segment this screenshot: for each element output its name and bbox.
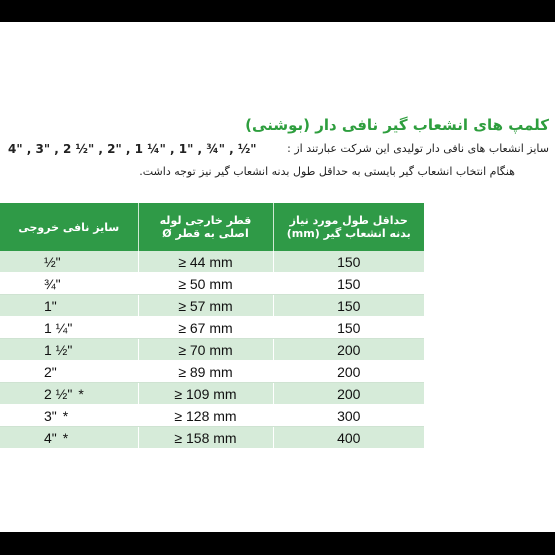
cell-min-length: 200 [273, 383, 424, 405]
size-table [0, 203, 424, 449]
table-header-row [0, 203, 424, 251]
outlet-size-value: ¾" [44, 275, 61, 292]
table-row [0, 273, 424, 295]
document-page [0, 22, 555, 532]
intro-sizes: 4" , 3" , 2 ½" , 2" , 1 ¼" , 1" , ¾" , ½" [8, 142, 257, 156]
table-row [0, 361, 424, 383]
cell-outlet-size [0, 405, 138, 427]
cell-min-length: 150 [273, 295, 424, 317]
table-row [0, 405, 424, 427]
cell-pipe-diameter: ≥ 89 mm [138, 361, 273, 383]
cell-pipe-diameter: ≥ 128 mm [138, 405, 273, 427]
cell-min-length: 200 [273, 361, 424, 383]
note-asterisk: * [62, 429, 69, 446]
intro-line-2: هنگام انتخاب انشعاب گیر بایستی به حداقل طول بدنه انشعاب گیر نیز توجه داشت. [139, 165, 515, 178]
cell-outlet-size [0, 273, 138, 295]
cell-pipe-diameter: ≥ 109 mm [138, 383, 273, 405]
cell-outlet-size [0, 317, 138, 339]
cell-outlet-size [0, 427, 138, 449]
cell-min-length: 200 [273, 339, 424, 361]
header-min-length: حداقل طول مورد نیاز بدنه انشعاب گیر (mm) [273, 203, 424, 251]
cell-pipe-diameter: ≥ 70 mm [138, 339, 273, 361]
cell-min-length: 150 [273, 251, 424, 273]
table-row [0, 339, 424, 361]
table-row [0, 317, 424, 339]
table-row [0, 251, 424, 273]
cell-pipe-diameter: ≥ 50 mm [138, 273, 273, 295]
page-heading: کلمپ های انشعاب گیر نافی دار (بوشنی) [245, 116, 549, 134]
cell-outlet-size [0, 361, 138, 383]
cell-min-length: 300 [273, 405, 424, 427]
cell-outlet-size [0, 295, 138, 317]
cell-pipe-diameter: ≥ 158 mm [138, 427, 273, 449]
cell-pipe-diameter: ≥ 67 mm [138, 317, 273, 339]
table-row [0, 427, 424, 449]
cell-outlet-size [0, 339, 138, 361]
table-row [0, 383, 424, 405]
outlet-size-value: 2" [44, 363, 57, 380]
cell-pipe-diameter: ≥ 57 mm [138, 295, 273, 317]
outlet-size-value: ½" [44, 253, 61, 270]
outlet-size-value: 4" [44, 429, 57, 446]
cell-min-length: 150 [273, 317, 424, 339]
intro-line-1: سایز انشعاب های نافی دار تولیدی این شرکت عبارتند از : [287, 142, 549, 155]
note-asterisk: * [78, 385, 84, 402]
cell-min-length: 400 [273, 427, 424, 449]
header-outlet-size: سایز نافی خروجی [0, 203, 138, 251]
cell-outlet-size [0, 383, 138, 405]
header-pipe-diameter: قطر خارجی لوله اصلی به قطر Ø [138, 203, 273, 251]
cell-min-length: 150 [273, 273, 424, 295]
outlet-size-value: 2 ½" [44, 385, 73, 402]
table-row [0, 295, 424, 317]
outlet-size-value: 3" [44, 407, 57, 424]
outlet-size-value: 1" [44, 297, 57, 314]
outlet-size-value: 1 ½" [44, 341, 73, 358]
cell-pipe-diameter: ≥ 44 mm [138, 251, 273, 273]
note-asterisk: * [62, 407, 69, 424]
outlet-size-value: 1 ¼" [44, 319, 73, 336]
cell-outlet-size [0, 251, 138, 273]
